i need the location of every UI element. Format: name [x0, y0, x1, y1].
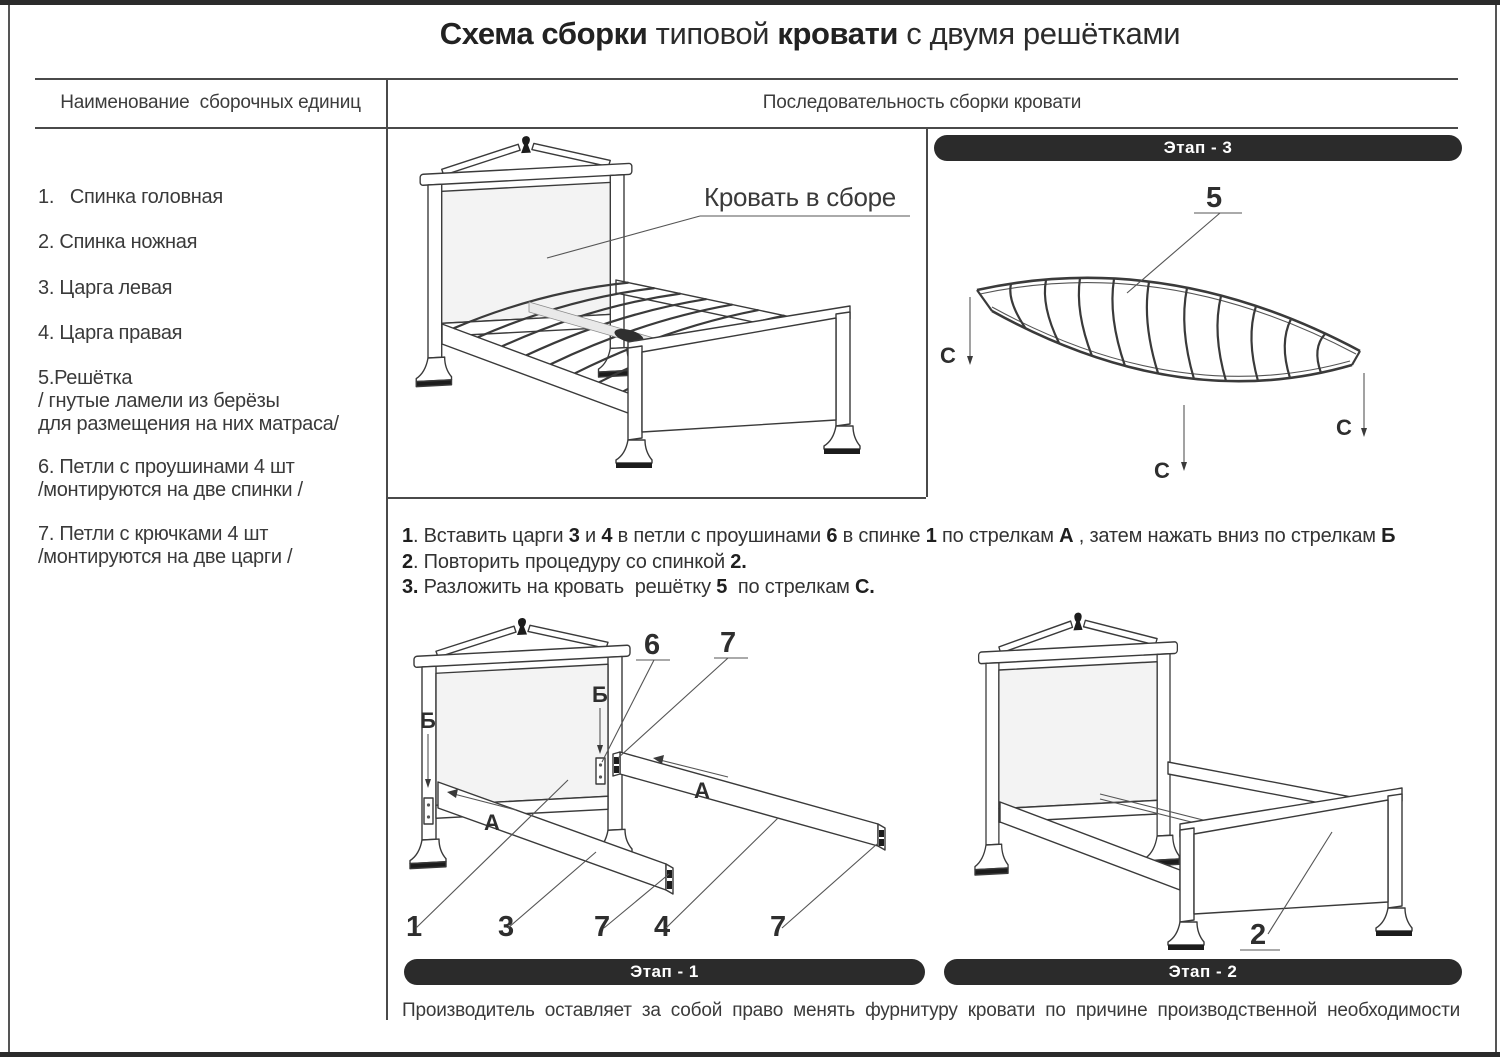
instr1-seg3: и [579, 525, 602, 547]
instr3-seg1: Разложить на кровать решётку [418, 576, 717, 598]
instr1-seg9: по стрелкам [936, 525, 1060, 547]
bottom-border [0, 1052, 1500, 1057]
bed-box-divider [926, 127, 928, 497]
instr1-seg4: 4 [601, 525, 613, 547]
label-arrow-c-right: С [1336, 415, 1352, 440]
instr2-seg1: . Повторить процедуру со спинкой [412, 550, 731, 573]
instr1-seg1: . Вставить царги [412, 525, 569, 547]
left-border [8, 5, 10, 1052]
label-part-5: 5 [1206, 182, 1223, 214]
stage2-bed-frame [975, 612, 1412, 950]
stage-2-drawing [950, 612, 1470, 958]
parts-list-item-2: 2. Спинка ножная [38, 231, 198, 253]
assembled-bed-drawing [388, 128, 925, 496]
stage-2-pill: Этап - 2 [944, 959, 1462, 985]
lattice-slats [1010, 278, 1325, 381]
assembled-bed-callout-label: Кровать в сборе [704, 182, 896, 212]
stage-3-annotations [940, 182, 1367, 483]
label-arrow-b-right: Б [592, 682, 608, 707]
stage-1-drawing [388, 612, 928, 958]
stage-3-drawing [932, 163, 1460, 513]
header-rule-top [35, 78, 1458, 80]
sequence-column-header: Последовательность сборки кровати [762, 92, 1082, 113]
top-border [0, 0, 1500, 5]
title-bold-2: кровати [777, 16, 899, 51]
page-title [0, 16, 1500, 52]
stage1-rail-4 [613, 752, 885, 850]
parts-list-item-5-note-2: для размещения на них матраса/ [38, 413, 339, 435]
lattice-drawing [977, 278, 1360, 381]
instr2-seg2: 2. [730, 550, 747, 573]
label-arrow-c-bottom: С [1154, 458, 1170, 483]
parts-list-item-4: 4. Царга правая [38, 322, 183, 344]
title-bold-1: Схема сборки [439, 16, 648, 51]
bed-box-bottom-rule [386, 497, 926, 499]
parts-list-item-5: 5.Решётка [38, 367, 133, 389]
instr1-seg5: в петли с проушинами [612, 525, 827, 547]
label-part-6: 6 [644, 629, 661, 661]
instr1-seg12: Б [1381, 525, 1396, 547]
label-part-4: 4 [654, 911, 671, 943]
label-part-7a: 7 [594, 911, 611, 943]
instr3-seg2: 5 [716, 576, 728, 598]
instr3-seg4: С. [855, 576, 875, 598]
assembly-instructions [402, 524, 1460, 601]
parts-list-item-1: 1. Спинка головная [38, 186, 223, 208]
title-normal-2: с двумя решётками [898, 16, 1181, 51]
instruction-line-3 [402, 575, 1460, 601]
instr1-seg10: А [1059, 525, 1074, 547]
title-normal-1: типовой [647, 16, 778, 51]
instr1-seg0: 1 [402, 525, 413, 547]
parts-list-item-3: 3. Царга левая [38, 277, 173, 299]
label-part-2: 2 [1250, 919, 1267, 951]
instruction-line-1 [402, 524, 1460, 550]
parts-list-item-7: 7. Петли с крючками 4 шт [38, 523, 269, 545]
label-arrow-a-rail4: А [694, 778, 710, 803]
stage-3-pill: Этап - 3 [934, 135, 1462, 161]
label-part-1: 1 [406, 911, 423, 943]
instr2-seg0: 2 [402, 550, 413, 573]
parts-list-item-5-note-1: / гнутые ламели из берёзы [38, 390, 280, 412]
label-part-7-top: 7 [720, 627, 737, 659]
instr1-seg8: 1 [925, 525, 937, 547]
instr1-seg7: в спинке [837, 525, 926, 547]
instr1-seg11: , затем нажать вниз по стрелкам [1073, 525, 1382, 547]
label-arrow-b-left: Б [420, 708, 436, 733]
label-part-7b: 7 [770, 911, 787, 943]
instr1-seg6: 6 [826, 525, 838, 547]
manufacturer-note: Производитель оставляет за собой право менять фурнитуру кровати по причине производственной необходимости [402, 1000, 1460, 1021]
parts-list [38, 184, 382, 594]
instr3-seg3: по стрелкам [727, 576, 856, 598]
stage-1-pill: Этап - 1 [404, 959, 925, 985]
instr1-seg2: 3 [568, 525, 580, 547]
label-arrow-c-left: С [940, 343, 956, 368]
right-border [1495, 5, 1497, 1052]
parts-list-item-6-note: /монтируются на две спинки / [38, 479, 303, 501]
parts-column-header: Наименование сборочных единиц [60, 92, 361, 113]
parts-list-item-7-note: /монтируются на две царги / [38, 546, 293, 568]
label-part-3: 3 [498, 911, 515, 943]
parts-list-item-6: 6. Петли с проушинами 4 шт [38, 456, 295, 478]
label-arrow-a-rail3: А [484, 810, 500, 835]
instruction-line-2 [402, 550, 1460, 576]
instr3-seg0: 3. [402, 576, 419, 598]
